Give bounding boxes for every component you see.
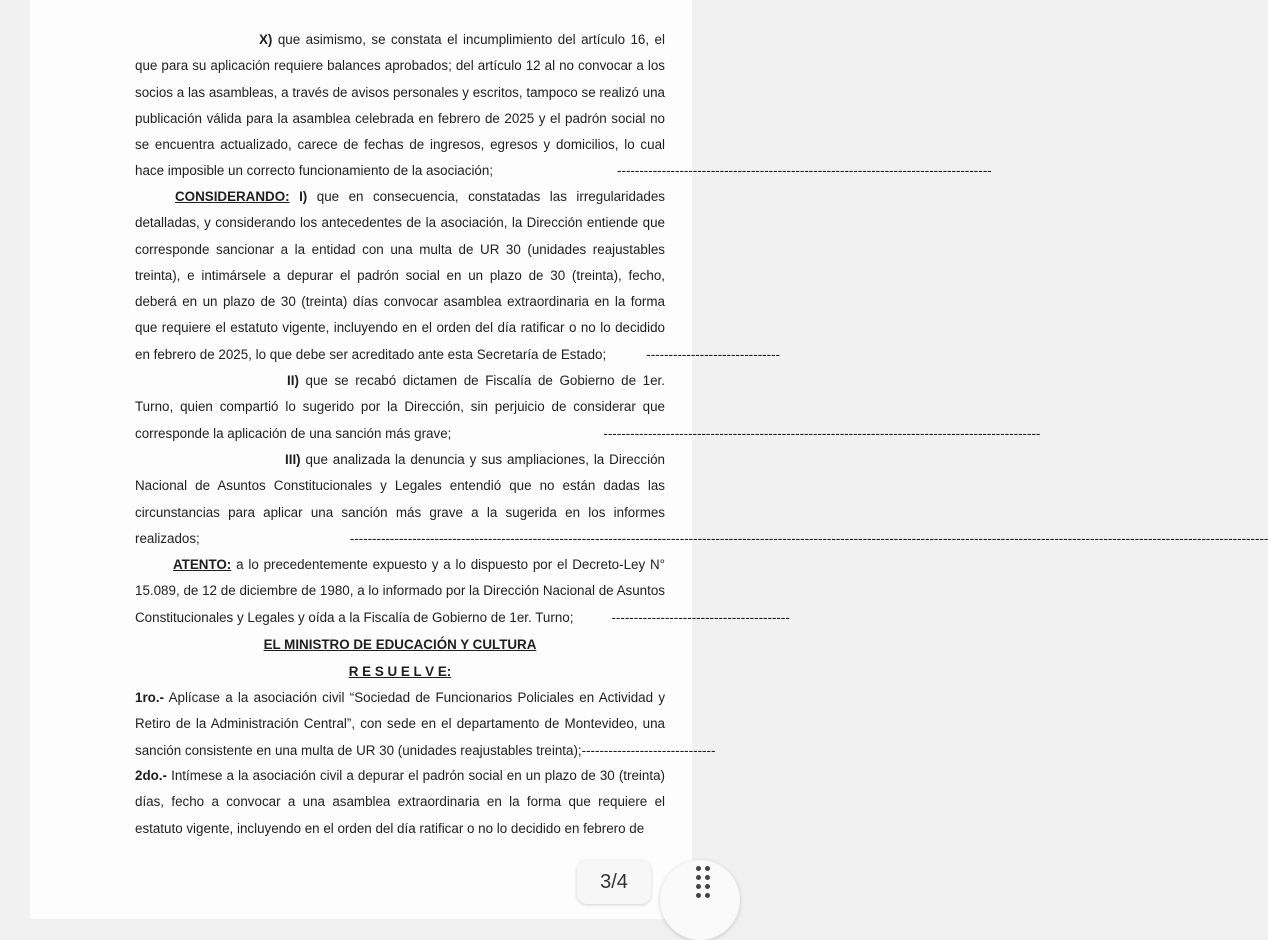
item-label-iii: III) (285, 452, 301, 467)
item-label-x: X) (259, 32, 273, 47)
item-label-ii: II) (287, 373, 299, 388)
dash-filler: -------------------------------------------------------------------------------------------------------------------------------------------------------------------------------------------------------------- (349, 530, 1268, 546)
menu-fab-button[interactable] (660, 860, 740, 940)
atento-text: a lo precedentemente expuesto y a lo dispuesto por el Decreto-Ley N° 15.089, de 12 de diciembre de 1980, a lo informado por la Dirección Nacional de Asuntos Constitucionales y Legales y oída a la Fiscalía de Gobierno de 1er. Turno; (135, 557, 665, 625)
paragraph-ii-text: que se recabó dictamen de Fiscalía de Gobierno de 1er. Turno, quien compartió lo sugerido por la Dirección, sin perjuicio de considerar que corresponde la aplicación de una sanción más grave; (135, 373, 665, 441)
paragraph-ii (135, 368, 1041, 447)
segundo-text: Intímese a la asociación civil a depurar el padrón social en un plazo de 30 (treinta) días, fecho a convocar a una asamblea extraordinaria en la forma que requiere el estatuto vigente, incluyendo en el orden del día ratificar o no lo decidido en febrero de (135, 768, 665, 836)
considerando-text: que en consecuencia, constatadas las irregularidades detalladas, y considerando los antecedentes de la asociación, la Dirección entiende que corresponde sancionar a la entidad con una multa de UR 30 (unidades reajustables treinta), e intimársele a depurar el padrón social en un plazo de 30 (treinta), fecho, deberá en un plazo de 30 (treinta) días convocar asamblea extraordinaria en la forma que requiere el estatuto vigente, incluyendo en el orden del día ratificar o no lo decidido en febrero de 2025, lo que debe ser acreditado ante esta Secretaría de Estado; (135, 189, 665, 362)
resuelve-heading (135, 659, 665, 685)
considerando-heading: CONSIDERANDO: (175, 189, 290, 204)
dash-filler: ------------------------------ (646, 346, 781, 362)
resuelve-text: R E S U E L V E: (348, 664, 452, 679)
paragraph-considerando-i (135, 184, 781, 368)
dash-filler: ---------------------------------------- (611, 609, 790, 625)
atento-heading: ATENTO: (173, 557, 232, 572)
dash-filler: -------------------------------------------------------------------------------------------------- (603, 425, 1041, 441)
item-label-i: I) (299, 189, 308, 204)
dash-filler: ------------------------------------------------------------------------------------ (617, 163, 992, 179)
paragraph-atento (135, 552, 790, 631)
primero-text: Aplícase a la asociación civil “Sociedad de Funcionarios Policiales en Actividad y Retiro de la Administración Central”, con sede en el departamento de Montevideo, una sanción consistente en una multa de UR 30 (unidades reajustables treinta); (135, 690, 666, 758)
paragraph-iii (135, 447, 1268, 552)
paragraph-iii-text: que analizada la denuncia y sus ampliaciones, la Dirección Nacional de Asuntos Constitucionales y Legales entendió que no están dadas las circunstancias para aplicar una sanción más grave a la sugerida en los informes realizados; (135, 452, 665, 546)
dash-filler: ------------------------------ (581, 742, 716, 758)
page-indicator[interactable]: 3/4 (577, 860, 651, 904)
paragraph-x-text: que asimismo, se constata el incumplimiento del artículo 16, el que para su aplicación requiere balances aprobados; del artículo 12 al no convocar a los socios a las asambleas, a través de avisos personales y escritos, tampoco se realizó una publicación válida para la asamblea celebrada en febrero de 2025 y el padrón social no se encuentra actualizado, carece de fechas de ingresos, egresos y domicilios, lo cual hace imposible un correcto funcionamiento de la asociación; (135, 32, 665, 179)
item-label-2do: 2do.- (135, 768, 167, 783)
paragraph-primero (135, 685, 716, 764)
paragraph-x (135, 27, 992, 185)
minister-heading: EL MINISTRO DE EDUCACIÓN Y CULTURA (263, 637, 537, 652)
item-label-1ro: 1ro.- (135, 690, 165, 705)
paragraph-segundo (135, 763, 665, 842)
